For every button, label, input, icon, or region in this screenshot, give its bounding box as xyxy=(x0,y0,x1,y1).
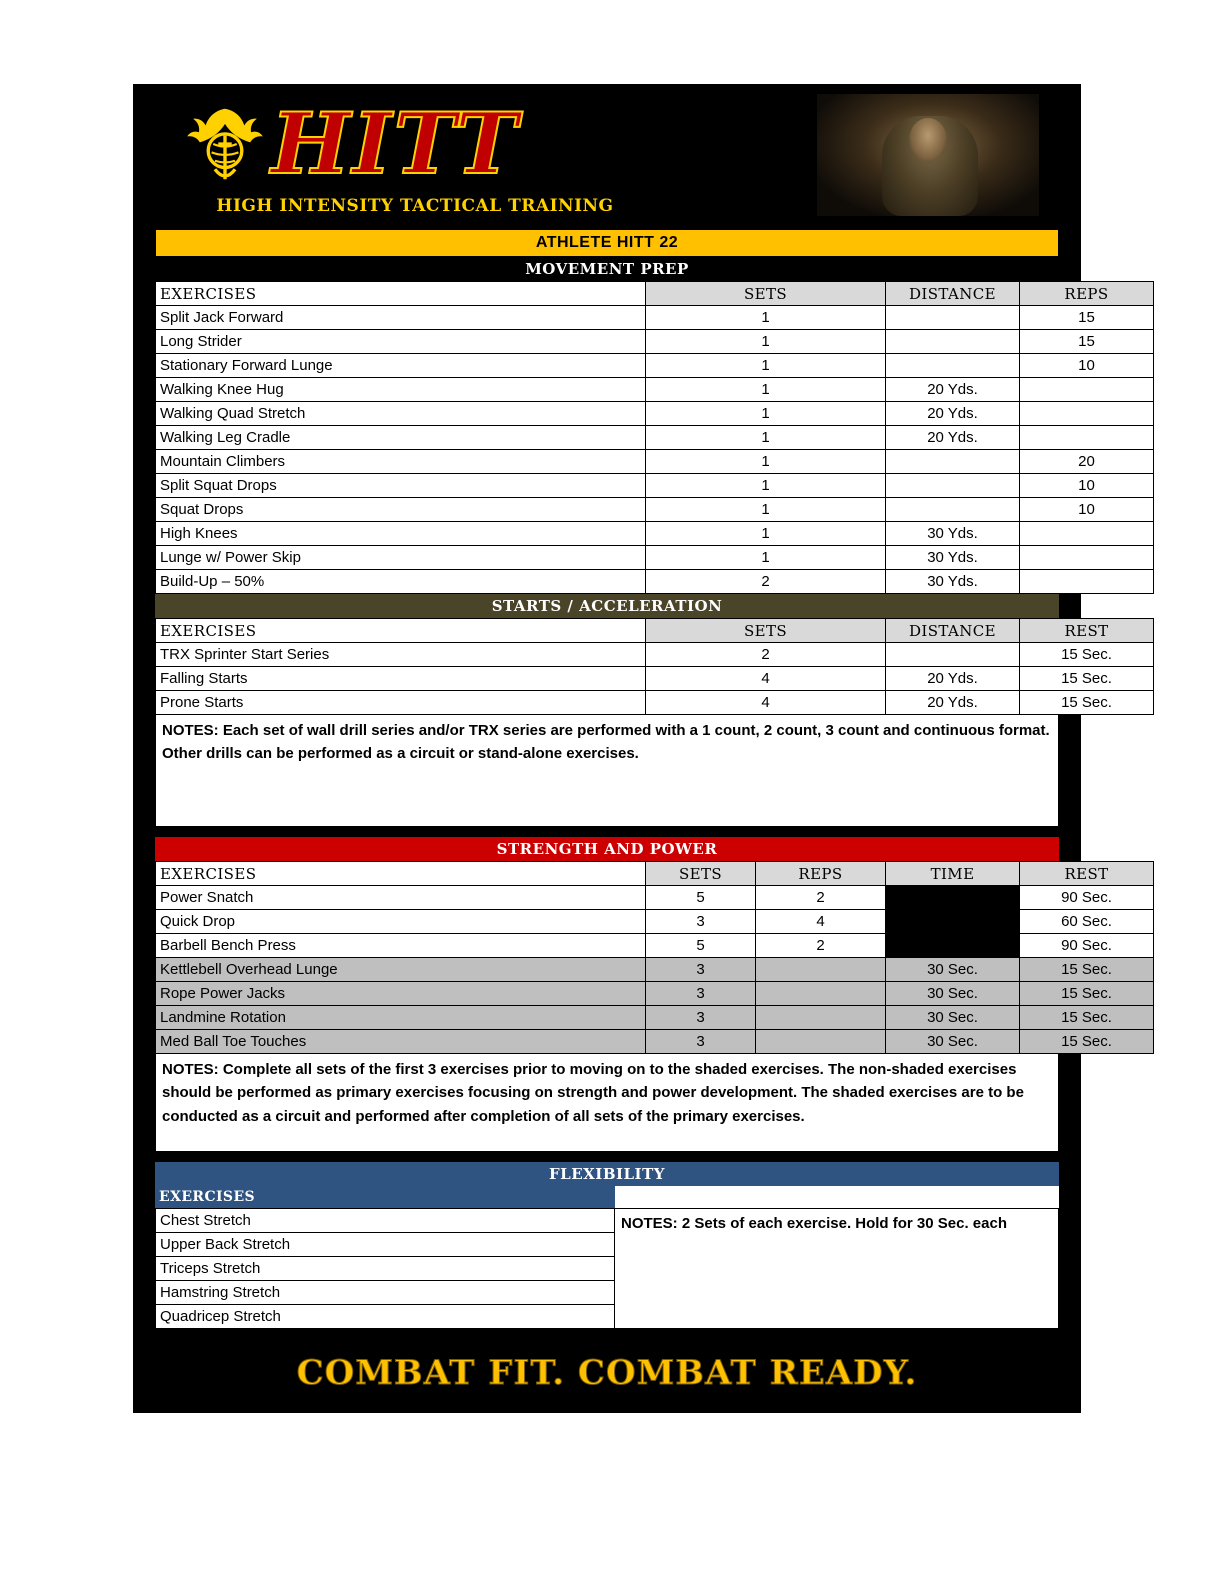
header-photo xyxy=(817,94,1039,216)
cell-reps: 10 xyxy=(1020,498,1154,522)
cell-reps: 2 xyxy=(756,934,886,958)
bottom-edge xyxy=(133,1407,1081,1413)
cell-time: 30 Sec. xyxy=(886,982,1020,1006)
table-row xyxy=(156,426,1154,450)
flexibility-header-row xyxy=(155,1186,1059,1208)
cell-sets: 4 xyxy=(646,667,886,691)
table-row xyxy=(156,691,1154,715)
cell-distance: 30 Yds. xyxy=(886,546,1020,570)
cell-rest: 90 Sec. xyxy=(1020,934,1154,958)
exercise-name: Squat Drops xyxy=(156,498,646,522)
section-title-movement-prep: MOVEMENT PREP xyxy=(155,257,1059,281)
section-spacer xyxy=(133,1152,1081,1162)
hitt-subtitle: HIGH INTENSITY TACTICAL TRAINING xyxy=(216,196,614,216)
cell-distance: 20 Yds. xyxy=(886,426,1020,450)
cell-rest: 90 Sec. xyxy=(1020,886,1154,910)
cell-reps xyxy=(1020,426,1154,450)
exercise-name: Chest Stretch xyxy=(156,1209,615,1233)
cell-rest: 15 Sec. xyxy=(1020,982,1154,1006)
exercise-name: Lunge w/ Power Skip xyxy=(156,546,646,570)
exercise-name: Hamstring Stretch xyxy=(156,1281,615,1305)
section-title-flexibility: FLEXIBILITY xyxy=(155,1162,1059,1186)
cell-sets: 1 xyxy=(646,402,886,426)
exercise-name: Walking Quad Stretch xyxy=(156,402,646,426)
cell-reps xyxy=(1020,570,1154,594)
page-footer xyxy=(133,1343,1081,1407)
cell-time: 30 Sec. xyxy=(886,1006,1020,1030)
cell-sets: 4 xyxy=(646,691,886,715)
cell-sets: 1 xyxy=(646,378,886,402)
exercise-name: Split Jack Forward xyxy=(156,306,646,330)
cell-rest: 15 Sec. xyxy=(1020,1006,1154,1030)
cell-reps: 20 xyxy=(1020,450,1154,474)
table-row xyxy=(156,330,1154,354)
table-row xyxy=(156,958,1154,982)
exercise-name: Build-Up – 50% xyxy=(156,570,646,594)
cell-time: 30 Sec. xyxy=(886,1030,1020,1054)
section-title-strength-and-power: STRENGTH AND POWER xyxy=(155,837,1059,861)
table-row xyxy=(156,886,1154,910)
exercise-name: Quadricep Stretch xyxy=(156,1305,615,1329)
table-row xyxy=(156,498,1154,522)
exercise-name: Long Strider xyxy=(156,330,646,354)
cell-time: 30 Sec. xyxy=(886,958,1020,982)
cell-sets: 1 xyxy=(646,498,886,522)
table-row xyxy=(156,354,1154,378)
cell-sets: 1 xyxy=(646,426,886,450)
table-row xyxy=(156,910,1154,934)
exercise-name: Landmine Rotation xyxy=(156,1006,646,1030)
column-header-sets: SETS xyxy=(646,619,886,643)
worksheet-page xyxy=(133,84,1112,1413)
table-row xyxy=(156,1209,615,1233)
cell-rest: 15 Sec. xyxy=(1020,667,1154,691)
exercise-name: Walking Knee Hug xyxy=(156,378,646,402)
cell-sets: 3 xyxy=(646,982,756,1006)
cell-distance xyxy=(886,306,1020,330)
section-spacer xyxy=(133,827,1081,837)
exercise-name: Power Snatch xyxy=(156,886,646,910)
table-row xyxy=(156,522,1154,546)
table-row xyxy=(156,1305,615,1329)
cell-time-blocked xyxy=(886,910,1020,934)
cell-time-blocked xyxy=(886,934,1020,958)
flexibility-body xyxy=(155,1208,1059,1329)
cell-reps-blocked xyxy=(756,982,886,1006)
cell-reps xyxy=(1020,402,1154,426)
cell-reps xyxy=(1020,522,1154,546)
column-header-distance: DISTANCE xyxy=(886,282,1020,306)
column-header-time: TIME xyxy=(886,862,1020,886)
hitt-logo xyxy=(183,96,643,216)
table-row xyxy=(156,982,1154,1006)
table-header-row xyxy=(156,862,1154,886)
table-row xyxy=(156,1006,1154,1030)
cell-sets: 3 xyxy=(646,1030,756,1054)
column-header-rest: REST xyxy=(1020,619,1154,643)
cell-sets: 1 xyxy=(646,474,886,498)
table-row xyxy=(156,306,1154,330)
cell-rest: 15 Sec. xyxy=(1020,958,1154,982)
strength-power-table xyxy=(155,861,1154,1054)
cell-distance xyxy=(886,498,1020,522)
flexibility-header-spacer xyxy=(615,1186,1059,1208)
column-header-reps: REPS xyxy=(756,862,886,886)
cell-distance: 20 Yds. xyxy=(886,667,1020,691)
flexibility-notes: NOTES: 2 Sets of each exercise. Hold for 30 Sec. each xyxy=(615,1208,1059,1329)
column-header-exercises: EXERCISES xyxy=(156,862,646,886)
cell-distance xyxy=(886,643,1020,667)
table-row xyxy=(156,546,1154,570)
exercise-name: High Knees xyxy=(156,522,646,546)
cell-reps: 15 xyxy=(1020,306,1154,330)
cell-distance xyxy=(886,330,1020,354)
cell-reps: 4 xyxy=(756,910,886,934)
table-row xyxy=(156,378,1154,402)
column-header-distance: DISTANCE xyxy=(886,619,1020,643)
cell-distance: 20 Yds. xyxy=(886,378,1020,402)
column-header-exercises: EXERCISES xyxy=(155,1186,615,1208)
cell-sets: 3 xyxy=(646,958,756,982)
table-row xyxy=(156,1233,615,1257)
cell-reps: 10 xyxy=(1020,474,1154,498)
cell-reps: 10 xyxy=(1020,354,1154,378)
flexibility-table xyxy=(155,1208,615,1329)
table-row xyxy=(156,1281,615,1305)
table-row xyxy=(156,1030,1154,1054)
cell-distance xyxy=(886,354,1020,378)
cell-reps xyxy=(1020,546,1154,570)
cell-rest: 60 Sec. xyxy=(1020,910,1154,934)
table-header-row xyxy=(156,619,1154,643)
exercise-name: Split Squat Drops xyxy=(156,474,646,498)
exercise-name: TRX Sprinter Start Series xyxy=(156,643,646,667)
exercise-name: Prone Starts xyxy=(156,691,646,715)
table-row xyxy=(156,402,1154,426)
eagle-globe-anchor-icon xyxy=(183,102,267,186)
flexibility-exercise-list xyxy=(155,1208,615,1329)
cell-sets: 5 xyxy=(646,886,756,910)
hitt-wordmark: HITT xyxy=(271,94,520,193)
exercise-name: Med Ball Toe Touches xyxy=(156,1030,646,1054)
column-header-exercises: EXERCISES xyxy=(156,619,646,643)
exercise-name: Mountain Climbers xyxy=(156,450,646,474)
cell-sets: 1 xyxy=(646,450,886,474)
cell-sets: 1 xyxy=(646,330,886,354)
cell-reps xyxy=(1020,378,1154,402)
table-row xyxy=(156,643,1154,667)
cell-distance: 30 Yds. xyxy=(886,522,1020,546)
cell-sets: 2 xyxy=(646,643,886,667)
table-row xyxy=(156,474,1154,498)
column-header-sets: SETS xyxy=(646,862,756,886)
table-row xyxy=(156,570,1154,594)
table-header-row xyxy=(156,282,1154,306)
cell-reps: 15 xyxy=(1020,330,1154,354)
section-title-starts-acceleration: STARTS / ACCELERATION xyxy=(155,594,1059,618)
cell-sets: 1 xyxy=(646,306,886,330)
exercise-name: Barbell Bench Press xyxy=(156,934,646,958)
column-header-sets: SETS xyxy=(646,282,886,306)
cell-sets: 1 xyxy=(646,522,886,546)
cell-reps-blocked xyxy=(756,958,886,982)
exercise-name: Upper Back Stretch xyxy=(156,1233,615,1257)
cell-rest: 15 Sec. xyxy=(1020,643,1154,667)
cell-rest: 15 Sec. xyxy=(1020,691,1154,715)
exercise-name: Kettlebell Overhead Lunge xyxy=(156,958,646,982)
cell-distance xyxy=(886,450,1020,474)
athlete-title-bar: ATHLETE HITT 22 xyxy=(155,229,1059,257)
table-row xyxy=(156,934,1154,958)
cell-distance xyxy=(886,474,1020,498)
exercise-name: Falling Starts xyxy=(156,667,646,691)
cell-distance: 20 Yds. xyxy=(886,691,1020,715)
footer-slogan: COMBAT FIT. COMBAT READY. xyxy=(296,1353,918,1393)
column-header-exercises: EXERCISES xyxy=(156,282,646,306)
photo-head xyxy=(909,118,947,162)
exercise-name: Quick Drop xyxy=(156,910,646,934)
cell-sets: 3 xyxy=(646,910,756,934)
column-header-rest: REST xyxy=(1020,862,1154,886)
starts-acceleration-notes: NOTES: Each set of wall drill series and/or TRX series are performed with a 1 count, 2 count, 3 count and continuous format. Other drills can be performed as a circuit or stand-alone exercises. xyxy=(155,715,1059,827)
exercise-name: Triceps Stretch xyxy=(156,1257,615,1281)
cell-sets: 3 xyxy=(646,1006,756,1030)
strength-power-notes: NOTES: Complete all sets of the first 3 exercises prior to moving on to the shaded exercises. The non-shaded exercises should be performed as primary exercises focusing on strength and power development. The shaded exercises are to be conducted as a circuit and performed after completion of all sets of the primary exercises. xyxy=(155,1054,1059,1152)
cell-rest: 15 Sec. xyxy=(1020,1030,1154,1054)
column-header-reps: REPS xyxy=(1020,282,1154,306)
table-row xyxy=(156,1257,615,1281)
footer-spacer xyxy=(133,1329,1081,1343)
starts-acceleration-table xyxy=(155,618,1154,715)
page-header xyxy=(133,84,1081,229)
cell-sets: 1 xyxy=(646,546,886,570)
cell-distance: 20 Yds. xyxy=(886,402,1020,426)
table-row xyxy=(156,450,1154,474)
table-row xyxy=(156,667,1154,691)
exercise-name: Walking Leg Cradle xyxy=(156,426,646,450)
exercise-name: Stationary Forward Lunge xyxy=(156,354,646,378)
cell-sets: 2 xyxy=(646,570,886,594)
cell-distance: 30 Yds. xyxy=(886,570,1020,594)
exercise-name: Rope Power Jacks xyxy=(156,982,646,1006)
cell-sets: 1 xyxy=(646,354,886,378)
cell-reps-blocked xyxy=(756,1006,886,1030)
movement-prep-table xyxy=(155,281,1154,594)
cell-reps: 2 xyxy=(756,886,886,910)
cell-sets: 5 xyxy=(646,934,756,958)
cell-reps-blocked xyxy=(756,1030,886,1054)
cell-time-blocked xyxy=(886,886,1020,910)
